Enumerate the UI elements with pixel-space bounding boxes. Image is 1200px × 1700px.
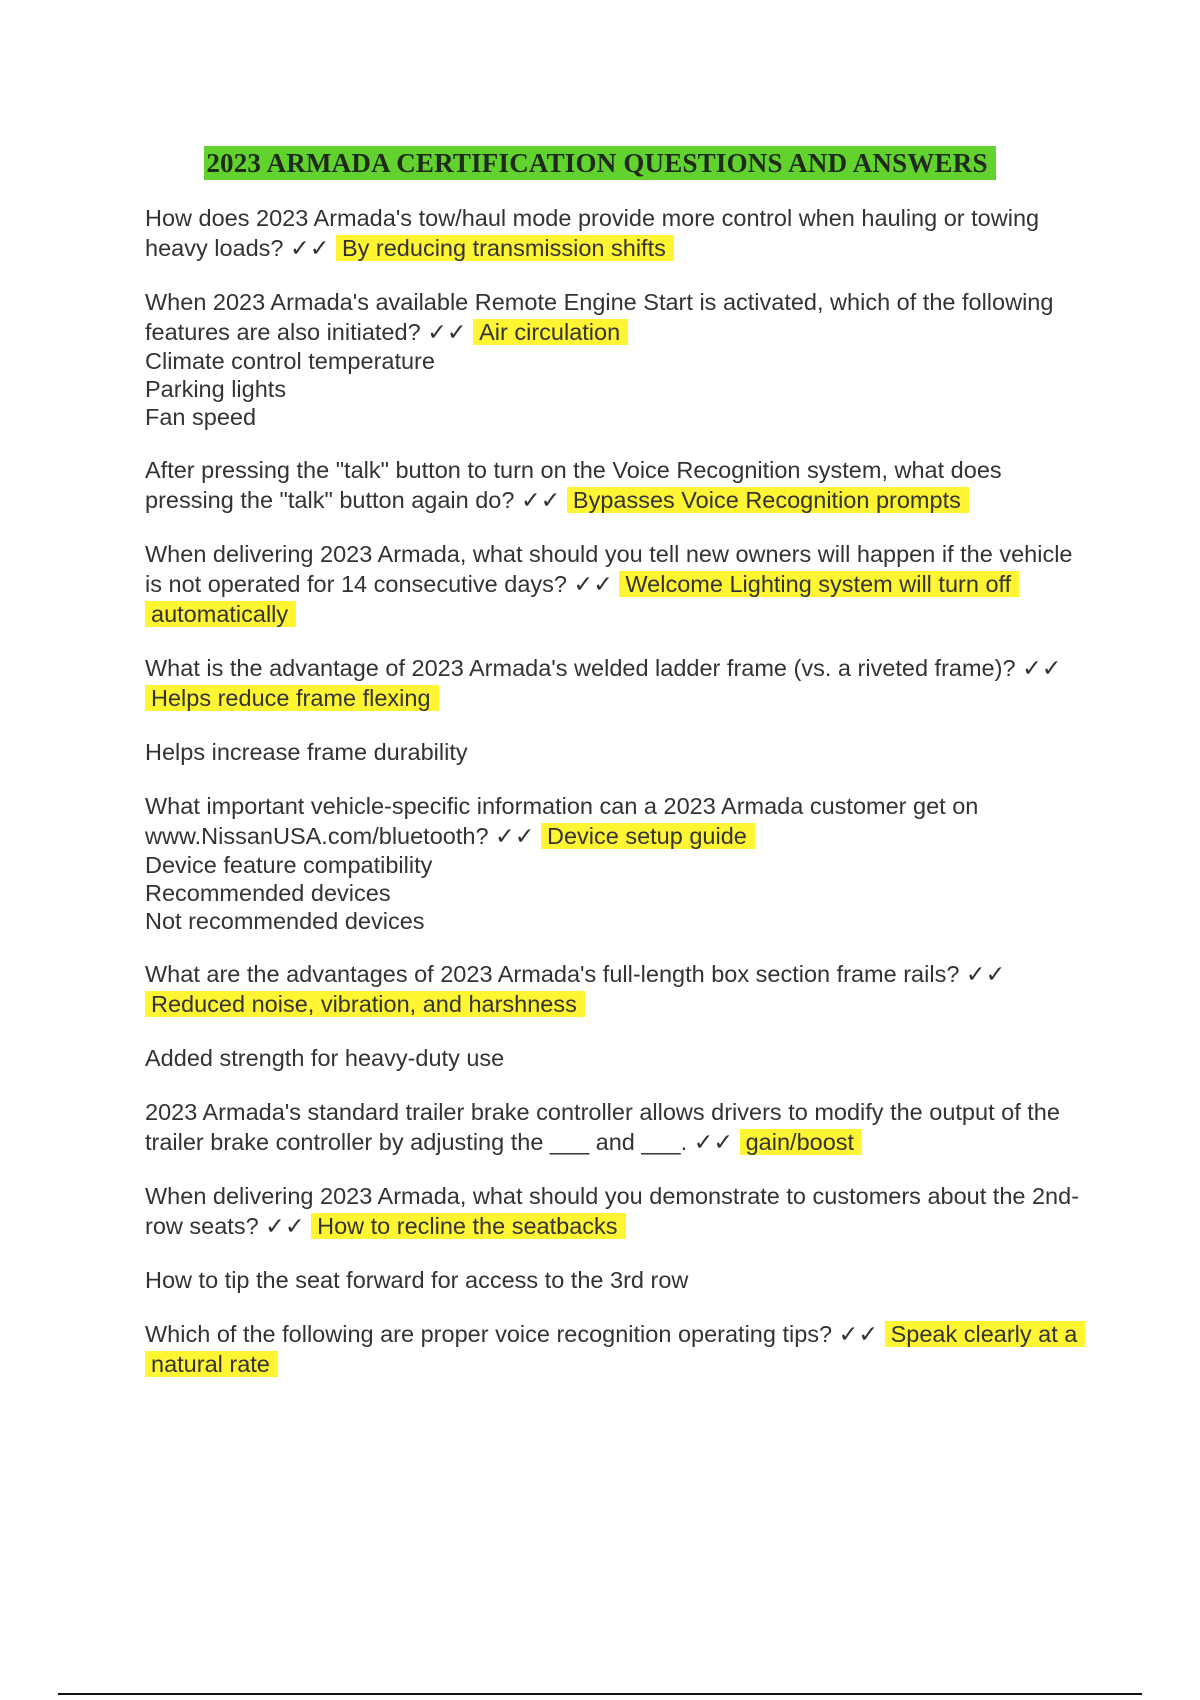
question-text: When delivering 2023 Armada, what should you demonstrate to customers about the 2nd- row seats? — [145, 1183, 1080, 1239]
qa-paragraph — [145, 791, 1095, 851]
answer-option: Fan speed — [145, 404, 257, 430]
answer-highlight: By reducing transmission shifts — [336, 235, 674, 261]
qa-list — [145, 203, 1095, 1403]
question-text: What important vehicle-specific information can a 2023 Armada customer get on www.NissanUSA.com/bluetooth? — [145, 793, 979, 849]
check-mark-icon: ✓✓ — [265, 1213, 305, 1239]
check-mark-icon: ✓✓ — [495, 823, 535, 849]
qa-item — [145, 455, 1095, 515]
qa-paragraph — [145, 959, 1095, 1019]
answer-option: Climate control temperature — [145, 348, 435, 374]
title-container — [0, 146, 1200, 180]
question-text: What is the advantage of 2023 Armada's welded ladder frame (vs. a riveted frame)? — [145, 655, 1016, 681]
answer-highlight: How to recline the seatbacks — [311, 1213, 625, 1239]
answer-highlight: Air circulation — [473, 319, 628, 345]
page-bottom-rule — [58, 1693, 1142, 1695]
qa-paragraph — [145, 1097, 1095, 1157]
qa-item — [145, 539, 1095, 629]
check-mark-icon: ✓✓ — [838, 1321, 879, 1347]
qa-paragraph — [145, 203, 1095, 263]
question-text: How does 2023 Armada's tow/haul mode provide more control when hauling or towing heavy loads? — [145, 205, 1040, 261]
qa-paragraph — [145, 653, 1095, 713]
question-text: Which of the following are proper voice recognition operating tips? — [145, 1321, 833, 1347]
check-mark-icon: ✓✓ — [520, 487, 561, 513]
qa-paragraph — [145, 455, 1095, 515]
qa-paragraph — [145, 539, 1095, 629]
qa-item — [145, 287, 1095, 431]
qa-item — [145, 959, 1095, 1019]
qa-paragraph — [145, 287, 1095, 347]
answer-highlight: Welcome Lighting system will turn off automatically — [145, 571, 1019, 627]
qa-item — [145, 653, 1095, 713]
qa-item — [145, 1319, 1095, 1379]
answer-highlight: Reduced noise, vibration, and harshness — [145, 991, 585, 1017]
answer-highlight: Speak clearly at a natural rate — [145, 1321, 1085, 1377]
answer-option: Not recommended devices — [145, 908, 425, 934]
answer-highlight: Device setup guide — [541, 823, 755, 849]
answer-highlight: Helps reduce frame flexing — [145, 685, 439, 711]
answer-highlight: Bypasses Voice Recognition prompts — [567, 487, 969, 513]
question-text: 2023 Armada's standard trailer brake controller allows drivers to modify the output of the trailer brake controller by adjusting the ___ and ___. — [145, 1099, 1060, 1155]
answer-highlight: gain/boost — [740, 1129, 862, 1155]
qa-item — [145, 203, 1095, 263]
qa-item — [145, 791, 1095, 935]
check-mark-icon: ✓✓ — [427, 319, 467, 345]
page-title: 2023 ARMADA CERTIFICATION QUESTIONS AND ANSWERS — [204, 146, 995, 180]
answer-option: Device feature compatibility — [145, 852, 433, 878]
question-text: When delivering 2023 Armada, what should you tell new owners will happen if the vehicle is not operated for 14 consecutive days? — [145, 541, 1073, 597]
qa-paragraph — [145, 1181, 1095, 1241]
check-mark-icon: ✓✓ — [965, 961, 1006, 987]
answer-option: Parking lights — [145, 376, 287, 402]
question-text: What are the advantages of 2023 Armada's full-length box section frame rails? — [145, 961, 960, 987]
answer-option: Recommended devices — [145, 880, 391, 906]
check-mark-icon: ✓✓ — [693, 1129, 734, 1155]
qa-item — [145, 1097, 1095, 1157]
check-mark-icon: ✓✓ — [1022, 655, 1062, 681]
additional-answer: Added strength for heavy-duty use — [145, 1045, 505, 1071]
check-mark-icon: ✓✓ — [290, 235, 330, 261]
qa-paragraph — [145, 1319, 1095, 1379]
qa-item — [145, 1181, 1095, 1241]
question-text: After pressing the "talk" button to turn on the Voice Recognition system, what does pressing the "talk" button again do? — [145, 457, 1002, 513]
check-mark-icon: ✓✓ — [573, 571, 613, 597]
question-text: When 2023 Armada's available Remote Engine Start is activated, which of the following features are also initiated? — [145, 289, 1054, 345]
additional-answer: Helps increase frame durability — [145, 739, 468, 765]
additional-answer: How to tip the seat forward for access to the 3rd row — [145, 1267, 689, 1293]
